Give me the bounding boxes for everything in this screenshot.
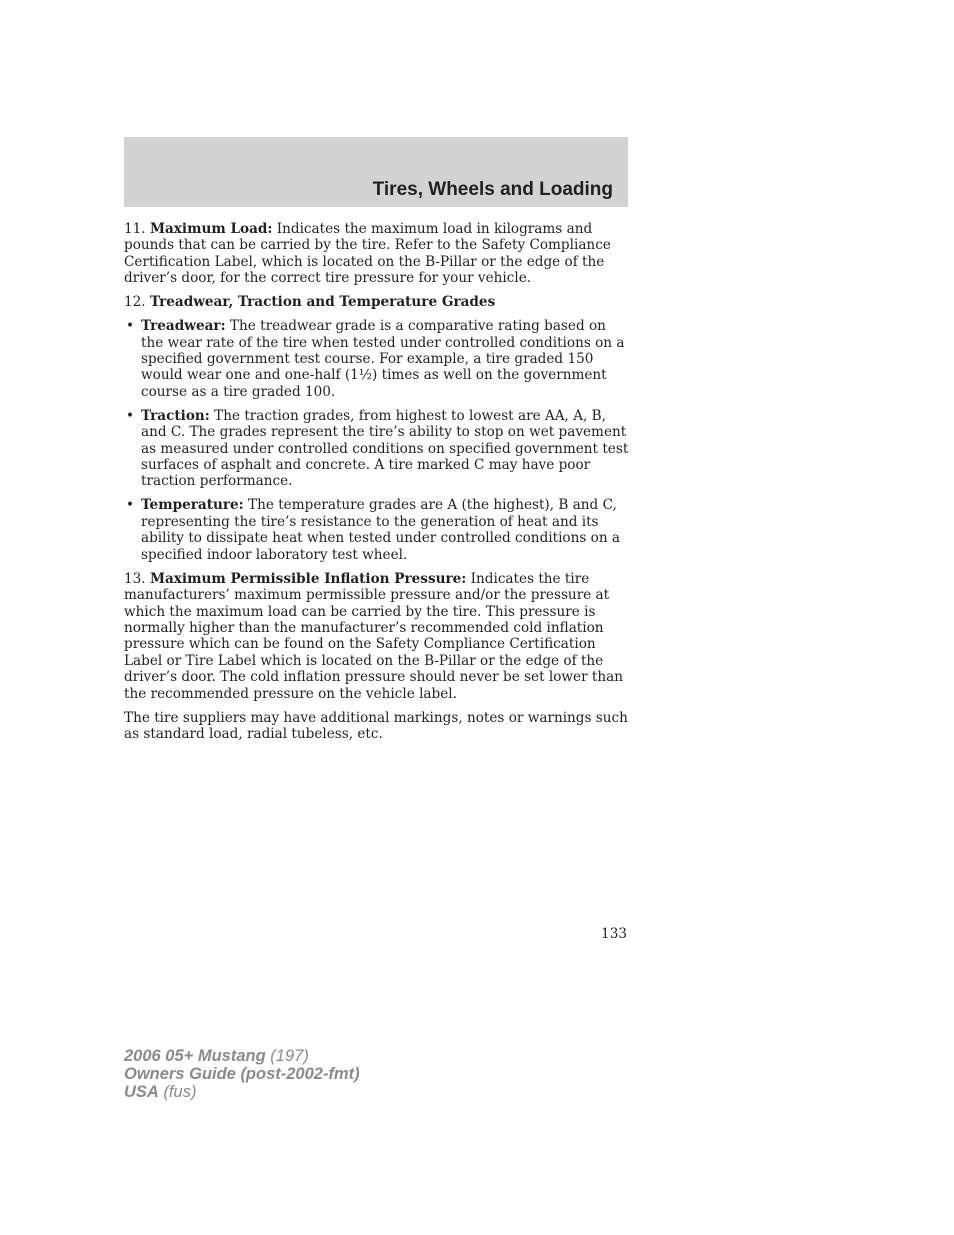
bullet-treadwear (124, 318, 630, 400)
bullet-text: The temperature grades are A (the highest), B and C, representing the tire’s resistance to the generation of heat and its ability to dissipate heat when tested under controlled conditions on a specified indoor laboratory test wheel. (141, 497, 621, 563)
footer-market-code: (fus) (163, 1083, 197, 1102)
page-number: 133 (601, 926, 627, 942)
item-maximum-load (124, 221, 630, 287)
bullet-icon: • (126, 407, 135, 424)
bullet-temperature (124, 497, 630, 563)
item-term: Maximum Permissible Inflation Pressure: (149, 570, 467, 587)
footer-model-code: (197) (270, 1047, 309, 1065)
footer-guide: Owners Guide (post-2002-fmt) (124, 1065, 360, 1084)
bullet-icon: • (126, 318, 135, 335)
item-text: Indicates the maximum load in kilograms and pounds that can be carried by the tire. Refer to the Safety Compliance Certification Label, which is located on the B-Pillar or the edge of the driver’s door, for the correct tire pressure for your vehicle. (124, 221, 611, 287)
item-number: 11. (124, 221, 146, 237)
item-max-inflation-pressure (124, 571, 630, 702)
footer-line-market (124, 1083, 360, 1101)
bullet-icon: • (126, 497, 135, 514)
bullet-term: Temperature: (141, 497, 244, 514)
document-footer (124, 1047, 360, 1102)
grades-bullet-list (124, 318, 630, 563)
footer-line-model (124, 1047, 360, 1065)
item-number: 13. (124, 570, 146, 587)
bullet-text: The treadwear grade is a comparative rating based on the wear rate of the tire when tested under controlled conditions on a specified government test course. For example, a tire graded 150 would wear one and one-half (1½) times as well on the government course as a tire graded 100. (141, 318, 625, 400)
footer-model: 2006 05+ Mustang (124, 1047, 266, 1065)
item-text: Indicates the tire manufacturers’ maximum permissible pressure and/or the pressure at which the maximum load can be carried by the tire. This pressure is normally higher than the manufacturer’s recommended cold inflation pressure which can be found on the Safety Compliance Certification Label or Tire Label which is located on the B-Pillar or the edge of the driver’s door. The cold inflation pressure should never be set lower than the recommended pressure on the vehicle label. (124, 570, 623, 702)
item-number: 12. (124, 294, 146, 311)
bullet-term: Traction: (141, 407, 210, 424)
bullet-term: Treadwear: (141, 318, 226, 335)
footer-market: USA (124, 1083, 159, 1102)
section-header-band (124, 137, 628, 207)
footer-line-guide (124, 1065, 360, 1083)
bullet-traction (124, 408, 630, 490)
closing-paragraph: The tire suppliers may have additional markings, notes or warnings such as standard load, radial tubeless, etc. (124, 709, 628, 742)
item-grades-heading (124, 294, 630, 310)
item-term: Maximum Load: (149, 221, 273, 237)
section-title: Tires, Wheels and Loading (372, 179, 613, 200)
item-term: Treadwear, Traction and Temperature Grades (149, 294, 496, 311)
page-content (124, 221, 630, 750)
bullet-text: The traction grades, from highest to lowest are AA, A, B, and C. The grades represent the tire’s ability to stop on wet pavement as measured under controlled conditions on specified government test surfaces of asphalt and concrete. A tire marked C may have poor traction performance. (141, 407, 629, 490)
